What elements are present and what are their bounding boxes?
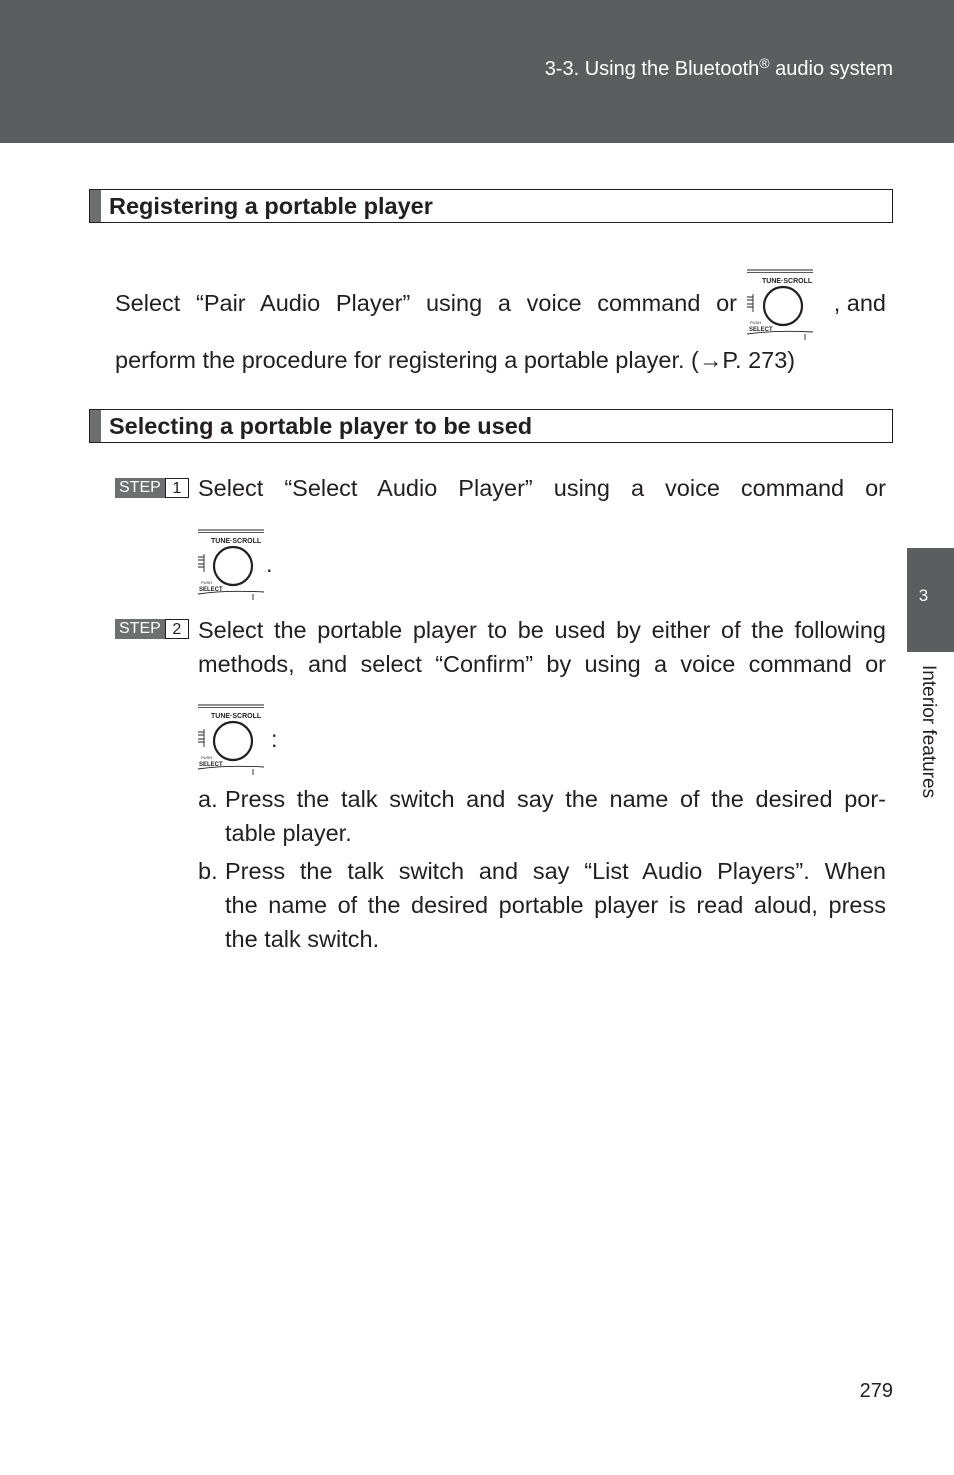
header-title-prefix: 3-3. Using the Bluetooth (544, 58, 760, 80)
step-number: 1 (165, 478, 189, 498)
knob-push-label: PUSH (750, 320, 762, 325)
section-title: Registering a portable player (109, 193, 433, 219)
step-2-colon: : (271, 726, 278, 752)
list-item-marker: b. (198, 858, 218, 884)
knob-top-label: TUNE·SCROLL (211, 713, 262, 720)
tune-scroll-knob-icon (745, 268, 815, 340)
chapter-tab (907, 548, 954, 652)
step-1-period: . (266, 551, 273, 577)
step-number: 2 (165, 619, 189, 639)
section-heading-registering (89, 189, 893, 223)
knob-push-label: PUSH (201, 580, 213, 585)
registered-mark: ® (759, 55, 770, 71)
knob-select-label: SELECT (199, 762, 223, 768)
header-title (544, 55, 893, 81)
section-heading-bar (90, 410, 101, 442)
list-item-marker: a. (198, 786, 218, 812)
list-item-line: Press the talk switch and say the name of the desired por- (225, 786, 886, 812)
section-heading-selecting (89, 409, 893, 443)
step-label: STEP (115, 478, 165, 498)
step-2-text-line: Select the portable player to be used by either of the following (198, 617, 886, 643)
header-title-suffix: audio system (769, 58, 893, 80)
knob-top-label: TUNE·SCROLL (762, 278, 813, 285)
knob-select-label: SELECT (749, 327, 773, 333)
step-badge-1 (115, 478, 189, 498)
list-item-line: table player. (225, 820, 352, 846)
chapter-number: 3 (918, 586, 929, 605)
step-badge-2 (115, 619, 189, 639)
chapter-label: Interior features (918, 665, 939, 799)
knob-push-label: PUSH (201, 755, 213, 760)
list-item-line: Press the talk switch and say “List Audio Players”. When (225, 858, 886, 884)
paragraph-line: perform the procedure for registering a portable player. (→P. 273) (115, 347, 796, 373)
step-1-text: Select “Select Audio Player” using a voice command or (198, 475, 886, 501)
paragraph-line-end: , and (833, 290, 886, 316)
page-number: 279 (859, 1380, 893, 1402)
knob-select-label: SELECT (199, 587, 223, 593)
list-item-line: the talk switch. (225, 926, 380, 952)
section-title: Selecting a portable player to be used (109, 413, 533, 439)
step-label: STEP (115, 619, 165, 639)
list-item-line: the name of the desired portable player is read aloud, press (225, 892, 886, 918)
paragraph-line: Select “Pair Audio Player” using a voice command or (115, 290, 737, 316)
step-2-text-line: methods, and select “Confirm” by using a voice command or (198, 651, 886, 677)
tune-scroll-knob-icon (196, 528, 266, 600)
page-header (0, 0, 954, 143)
tune-scroll-knob-icon (196, 703, 266, 775)
knob-top-label: TUNE·SCROLL (211, 538, 262, 545)
section-heading-bar (90, 190, 101, 222)
